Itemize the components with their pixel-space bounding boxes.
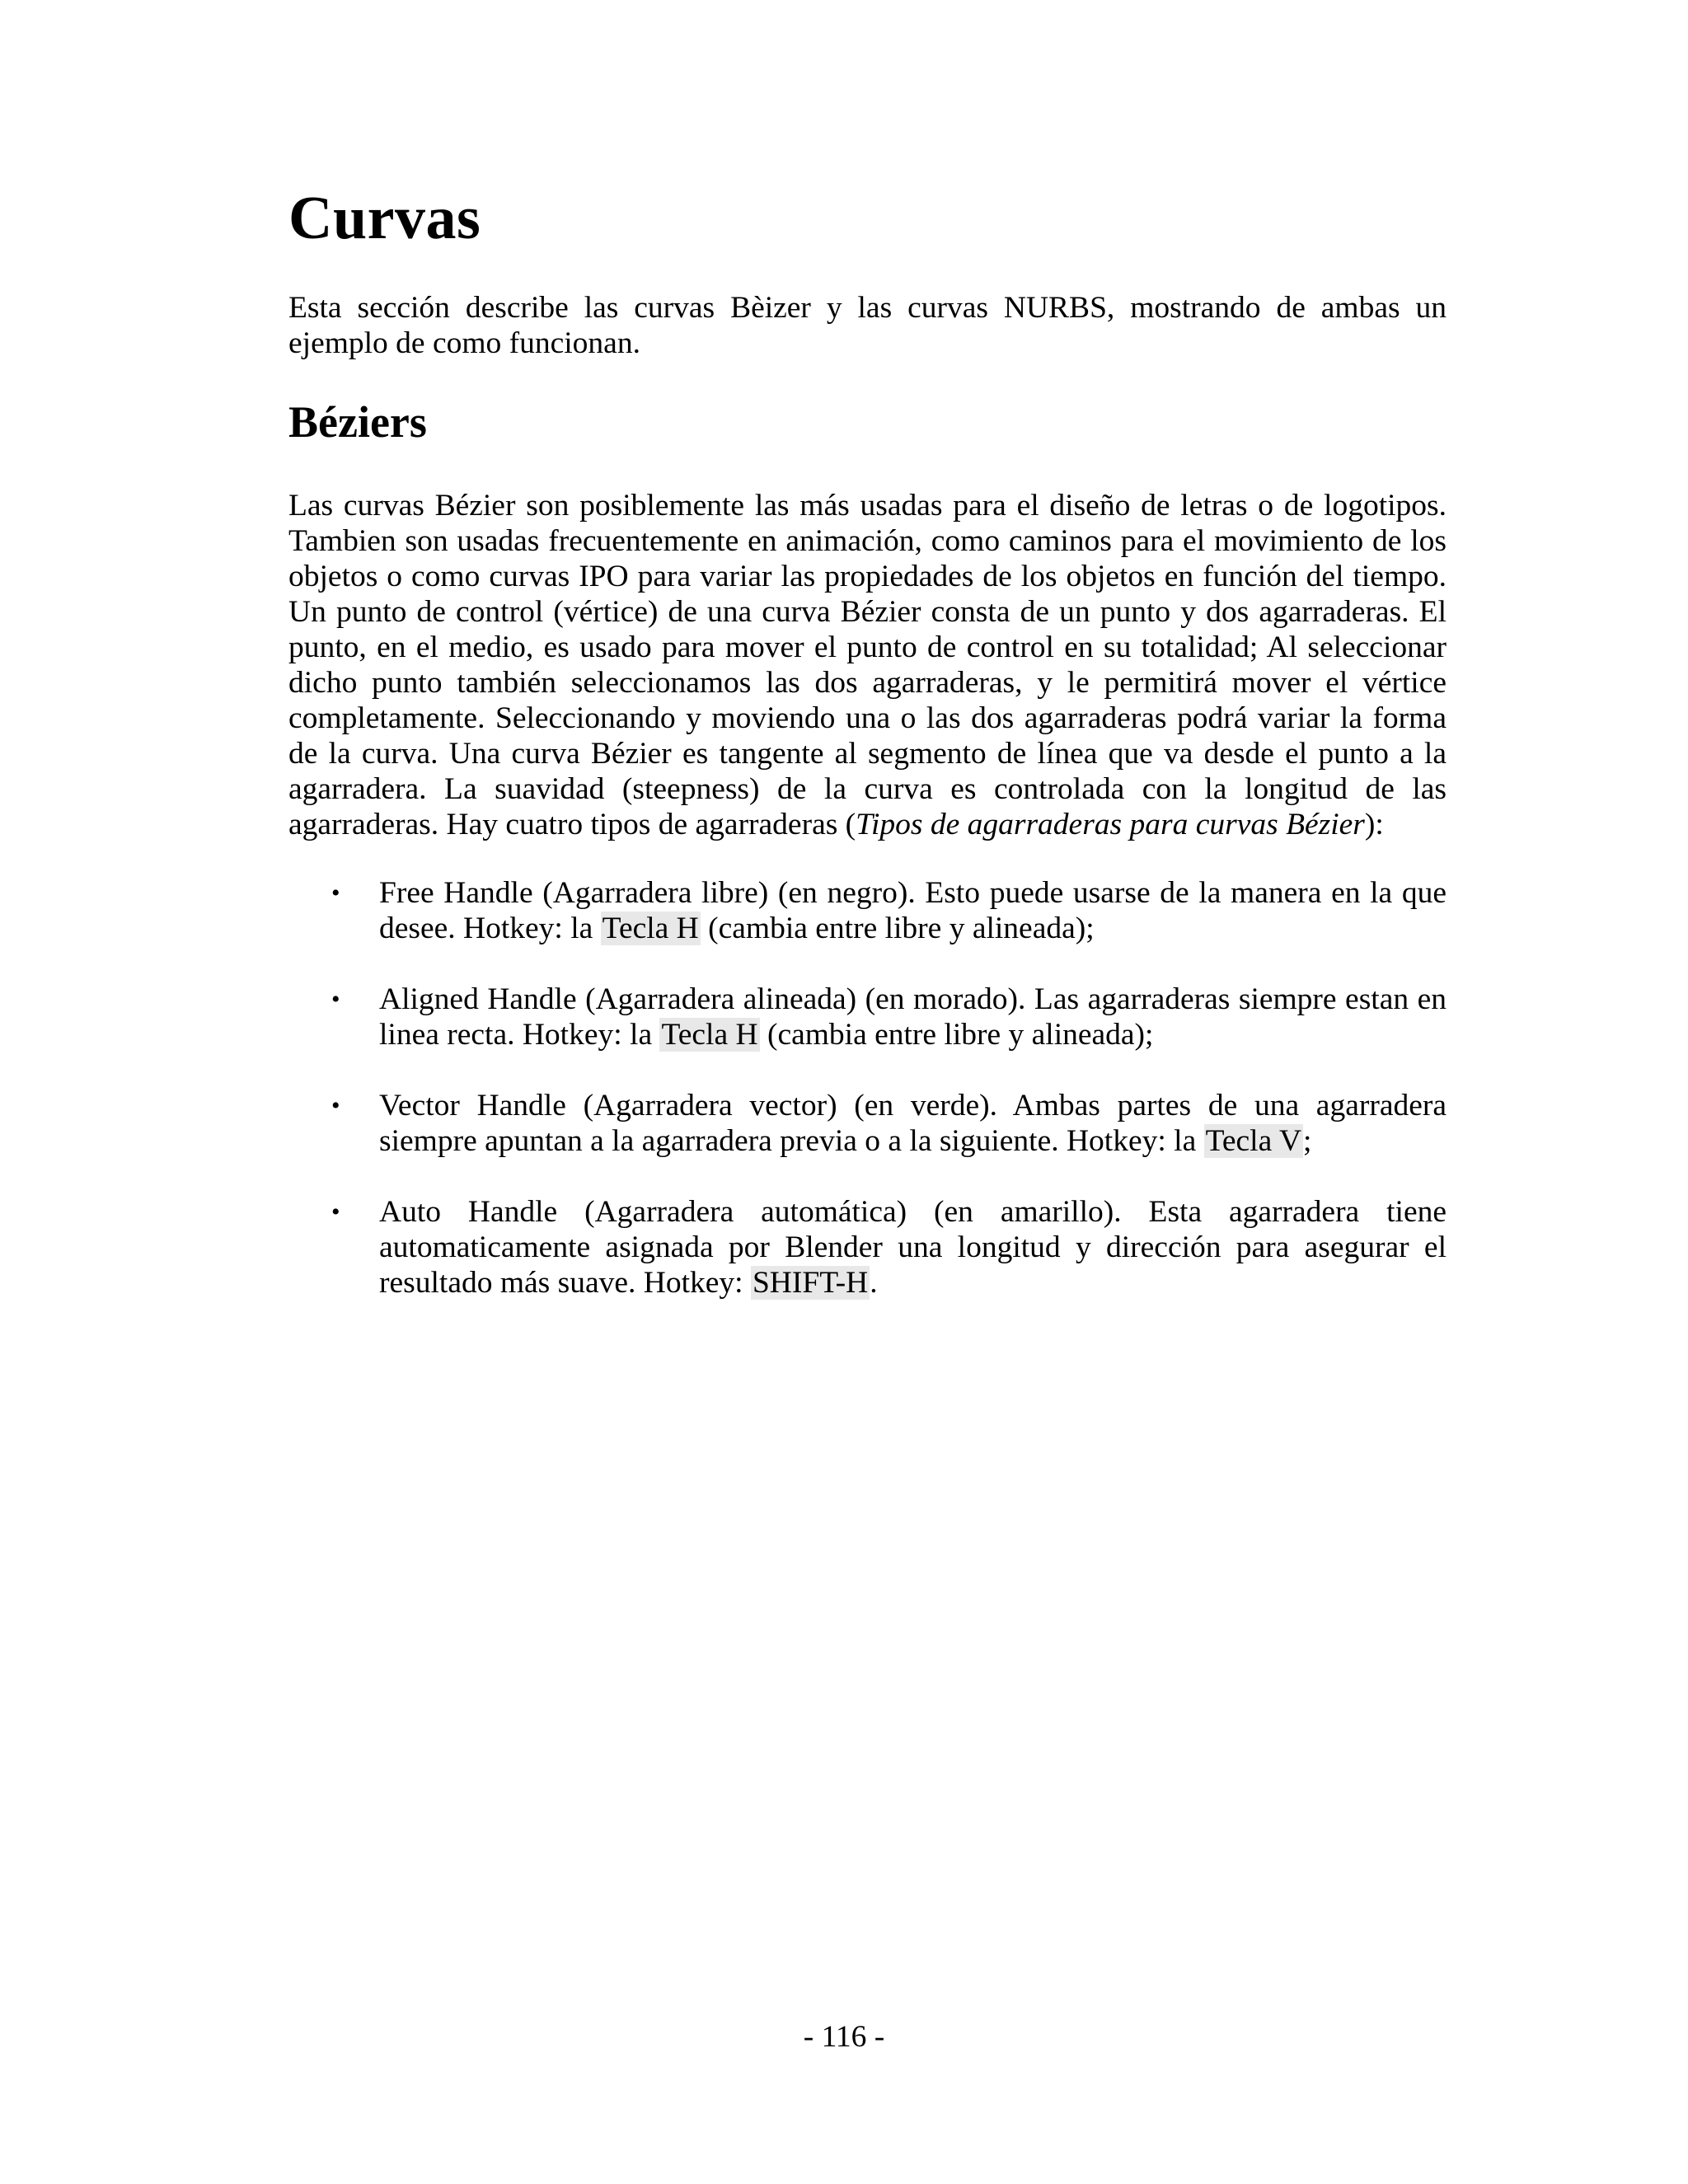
page-title: Curvas [288, 185, 481, 252]
handle-types-list [288, 875, 1447, 1301]
list-item-auto-handle [288, 1194, 1447, 1301]
hotkey-label: SHIFT-H [752, 1266, 869, 1300]
list-item-text: Vector Handle (Agarradera vector) (en verde). Ambas partes de una agarradera siempre apuntan a la agarradera previa o a la siguiente. Hotkey: la [379, 1089, 1447, 1158]
list-item-text-end: ; [1303, 1124, 1312, 1158]
list-item-aligned-handle [288, 982, 1447, 1052]
list-item-text-end: (cambia entre libre y alineada); [759, 1018, 1154, 1052]
list-item-text-end: (cambia entre libre y alineada); [700, 912, 1095, 945]
beziers-paragraph-text: Las curvas Bézier son posiblemente las más usadas para el diseño de letras o de logotipos. Tambien son usadas frecuentemente en animación, como caminos para el movimiento de los objetos o como curvas IPO para variar las propiedades de los objetos en función del tiempo. Un punto de control (vértice) de una curva Bézier consta de un punto y dos agarraderas. El punto, en el medio, es usado para mover el punto de control en su totalidad; Al seleccionar dicho punto también seleccionamos las dos agarraderas, y le permitirá mover el vértice completamente. Seleccionando y moviendo una o las dos agarraderas podrá variar la forma de la curva. Una curva Bézier es tangente al segmento de línea que va desde el punto a la agarradera. La suavidad (steepness) de la curva es controlada con la longitud de las agarraderas. Hay cuatro tipos de agarraderas ( [288, 489, 1447, 841]
list-item-text: Free Handle (Agarradera libre) (en negro). Esto puede usarse de la manera en la que desee. Hotkey: la [379, 876, 1447, 945]
list-item-text-end: . [870, 1266, 878, 1300]
beziers-paragraph [288, 488, 1447, 842]
hotkey-label: Tecla H [602, 912, 699, 945]
hotkey-label: Tecla V [1205, 1124, 1302, 1158]
section-heading: Béziers [288, 397, 427, 447]
list-item-text: Auto Handle (Agarradera automática) (en amarillo). Esta agarradera tiene automaticamente asignada por Blender una longitud y dirección para asegurar el resultado más suave. Hotkey: [379, 1195, 1447, 1300]
bullet-icon: • [331, 1198, 340, 1226]
list-item-vector-handle [288, 1088, 1447, 1159]
page-number: - 116 - [803, 2020, 885, 2054]
bullet-icon: • [331, 879, 340, 907]
intro-paragraph: Esta sección describe las curvas Bèizer y las curvas NURBS, mostrando de ambas un ejemplo de como funcionan. [288, 291, 1447, 360]
list-item-text: Aligned Handle (Agarradera alineada) (en morado). Las agarraderas siempre estan en linea recta. Hotkey: la [379, 982, 1447, 1052]
page-content [288, 173, 1447, 1336]
figure-reference: Tipos de agarraderas para curvas Bézier [856, 808, 1365, 841]
bullet-icon: • [331, 1092, 340, 1119]
hotkey-label: Tecla H [661, 1018, 758, 1052]
list-item-free-handle [288, 875, 1447, 946]
beziers-paragraph-end: ): [1364, 808, 1384, 841]
bullet-icon: • [331, 986, 340, 1013]
